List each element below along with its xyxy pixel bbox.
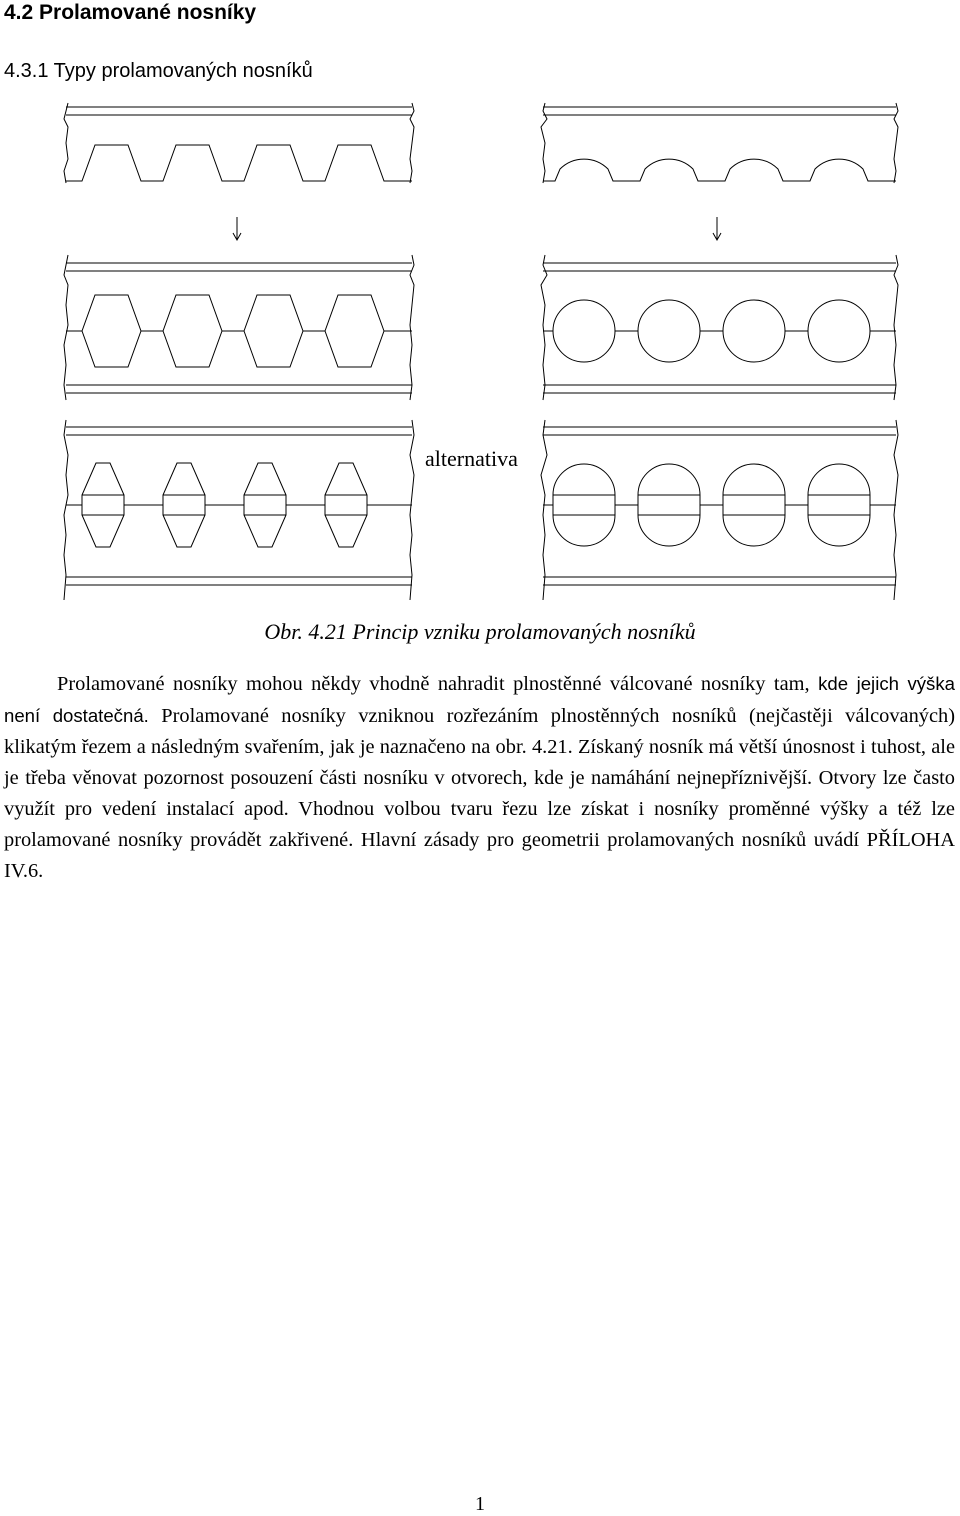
arrow-right — [713, 217, 721, 240]
section-heading: 4.2 Prolamované nosníky — [4, 1, 257, 24]
paragraph-part-4: Získaný nosník má větší únosnost i tuhost, ale je třeba věnovat pozornost posouzení části nosníku v otvorech, kde je namáhání nejnepříznivější. — [4, 736, 956, 789]
beam-right-circular — [541, 255, 898, 400]
beam-figure — [0, 95, 960, 610]
paragraph-part-3: Prolamované nosníky vzniknou rozřezáním plnostěnných nosníků (nejčastěji válcovaných) klikatým řezem a následným svařením, jak je naznačeno na obr. 4.21. — [4, 705, 955, 758]
figure-caption: Obr. 4.21 Princip vzniku prolamovaných nosníků — [264, 619, 696, 644]
subsection-heading: 4.3.1 Typy prolamovaných nosníků — [4, 60, 313, 82]
alternative-label: alternativa — [425, 446, 518, 471]
beam-right-cut — [541, 103, 898, 183]
paragraph-part-2: kde jejich výška není dostatečná. — [4, 673, 955, 726]
beam-left-hexagonal — [64, 255, 414, 400]
beam-right-elongated — [541, 420, 898, 600]
page-number: 1 — [475, 1493, 485, 1515]
paragraph-part-6: Vhodnou volbou tvaru řezu lze získat i nosníky proměnné výšky a též lze prolamované nosníky provádět zakřivené. Hlavní zásady pro geometrii prolamovaných nosníků uvádí PŘÍLOHA IV.6. — [4, 798, 955, 882]
paragraph-part-1: Prolamované nosníky mohou někdy vhodně nahradit plnostěnné válcované nosníky tam, — [57, 673, 810, 695]
body-paragraph — [4, 668, 955, 887]
beam-left-cut — [64, 103, 414, 183]
arrow-left — [233, 217, 241, 240]
beam-left-octagonal — [64, 420, 414, 600]
paragraph-part-5: Otvory lze často využít pro vedení instalací apod. — [4, 767, 955, 820]
